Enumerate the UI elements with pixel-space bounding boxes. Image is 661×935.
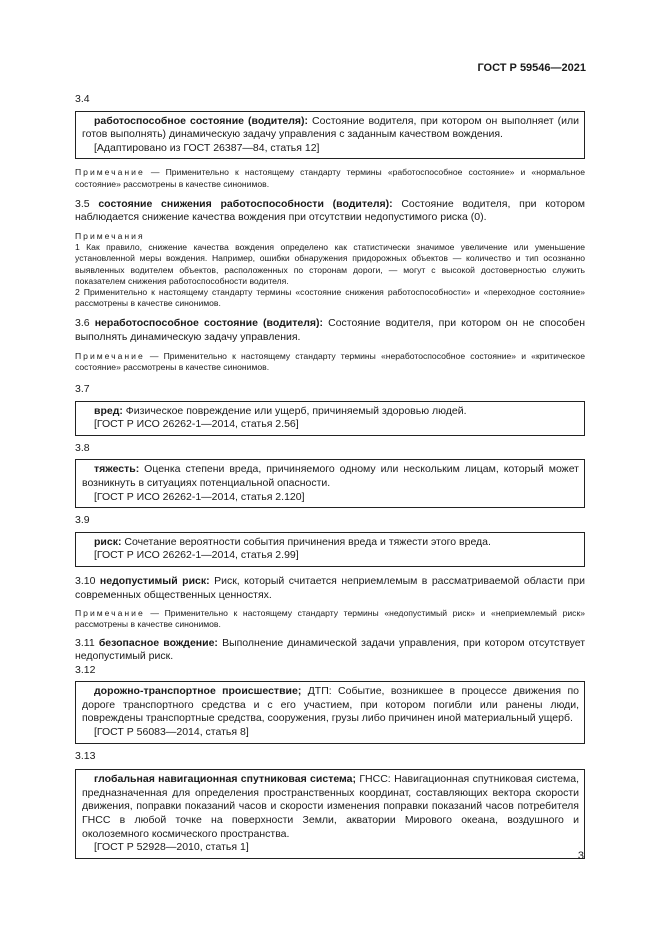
- note-1: 1 Как правило, снижение качества вождения определено как статистически значимое увеличение или уменьшение установленной меры вождения. Например, ошибки обнаружения придорожных объектов — количество и тип осознанно выявленных водителем объектов, расположенных по сторонам дороги, — могут с высокой достоверностью служить показателем снижения работоспособности водителя.: [75, 242, 585, 286]
- definition: ГНСС: Навигационная спутниковая система, предназначенная для определения пространственных координат, составляющих вектора скорости движения, поправки показаний часов и скорости изменения поправки показаний часов потребителя ГНСС в любой точке на поверхности Земли, акватории Мирового океана, воздушного и околоземного космического пространства.: [82, 773, 579, 840]
- term-box-3-12: [75, 681, 585, 743]
- term-3-11: [75, 637, 585, 664]
- definition: Оценка степени вреда, причиняемого одному или нескольким лицам, который может возникнуть в ситуациях потенциальной опасности.: [82, 463, 579, 489]
- term-source: [ГОСТ Р ИСО 26262-1—2014, статья 2.99]: [94, 549, 299, 562]
- definition: Состояние водителя, при котором наблюдается снижение качества вождения при отсутствии недопустимого риска (0).: [75, 197, 585, 224]
- section-number: 3.5: [75, 197, 90, 210]
- term: недопустимый риск:: [99, 574, 210, 587]
- definition: Физическое повреждение или ущерб, причиняемый здоровью людей.: [122, 404, 467, 417]
- term-source: [Адаптировано из ГОСТ 26387—84, статья 12]: [94, 141, 320, 154]
- note-label: Примечание: [75, 167, 145, 178]
- note-text: — Применительно к настоящему стандарту термины «работоспособное состояние» и «нормальное состояние» рассмотрены в качестве синонимов.: [75, 167, 585, 189]
- section-number: 3.9: [75, 514, 90, 527]
- note-3-10: [75, 608, 585, 630]
- term: тяжесть:: [94, 463, 140, 476]
- term-3-5: [75, 198, 585, 225]
- term-box-3-13: [75, 769, 585, 859]
- document-body: [75, 93, 585, 859]
- section-number: 3.4: [75, 93, 90, 105]
- term-box-3-8: [75, 459, 585, 508]
- section-number: 3.10: [75, 574, 96, 587]
- term: дорожно-транспортное происшествие;: [94, 685, 302, 698]
- definition: Сочетание вероятности события причинения вреда и тяжести этого вреда.: [121, 535, 491, 548]
- notes-heading: Примечания: [75, 230, 145, 241]
- term-source: [ГОСТ Р 56083—2014, статья 8]: [94, 726, 249, 739]
- note-3-4: [75, 167, 585, 189]
- section-number: 3.13: [75, 749, 96, 762]
- standard-header: ГОСТ Р 59546—2021: [477, 62, 586, 74]
- definition: Выполнение динамической задачи управления, при котором отсутствует недопустимый риск.: [75, 636, 586, 663]
- term-box-3-4: [75, 111, 585, 160]
- term-3-10: [75, 575, 585, 602]
- definition: Состояние водителя, при котором он не способен выполнять динамическую задачу управления.: [75, 317, 585, 343]
- definition: ДТП: Событие, возникшее в процессе движения по дороге транспортного средства и с его участием, при котором погибли или ранены люди, повреждены транспортные средства, сооружения, грузы либо причинен иной материальный ущерб.: [82, 685, 579, 725]
- notes-label: [75, 231, 585, 242]
- term: работоспособное состояние (водителя):: [94, 114, 308, 127]
- term: неработоспособное состояние (водителя):: [94, 317, 324, 330]
- section-number: 3.7: [75, 382, 90, 395]
- section-number: 3.11: [75, 636, 95, 649]
- note-label: Примечание: [75, 608, 145, 619]
- note-label: Примечание: [75, 350, 145, 361]
- note-3-6: [75, 351, 585, 373]
- term-source: [ГОСТ Р ИСО 26262-1—2014, статья 2.120]: [94, 490, 305, 503]
- term-source: [ГОСТ Р 52928—2010, статья 1]: [94, 841, 249, 854]
- section-number: 3.8: [75, 441, 90, 454]
- term: глобальная навигационная спутниковая система;: [94, 773, 357, 786]
- term: риск:: [94, 535, 122, 548]
- definition: Риск, который считается неприемлемым в рассматриваемой области при современных общественных ценностях.: [75, 574, 586, 601]
- note-2: 2 Применительно к настоящему стандарту термины «состояние снижения работоспособности» и «переходное состояние» рассмотрены в качестве синонимов.: [75, 286, 585, 309]
- term-box-3-9: [75, 532, 585, 567]
- term-box-3-7: [75, 401, 585, 436]
- note-text: — Применительно к настоящему стандарту термины «недопустимый риск» и «неприемлемый риск» рассмотрены в качестве синонимов.: [75, 608, 585, 630]
- page-number: 3: [577, 850, 584, 862]
- term: состояние снижения работоспособности (водителя):: [98, 197, 393, 210]
- term: безопасное вождение:: [98, 636, 218, 649]
- note-text: — Применительно к настоящему стандарту термины «неработоспособное состояние» и «критическое состояние» рассмотрены в качестве синонимов.: [75, 350, 585, 372]
- term: вред:: [94, 404, 123, 417]
- section-number: 3.12: [75, 663, 96, 676]
- definition: Состояние водителя, при котором он выполняет (или готов выполнять) динамическую задачу управления с заданным качеством вождения.: [82, 114, 580, 141]
- section-number: 3.6: [75, 317, 90, 330]
- term-3-6: [75, 317, 585, 344]
- term-source: [ГОСТ Р ИСО 26262-1—2014, статья 2.56]: [94, 418, 299, 431]
